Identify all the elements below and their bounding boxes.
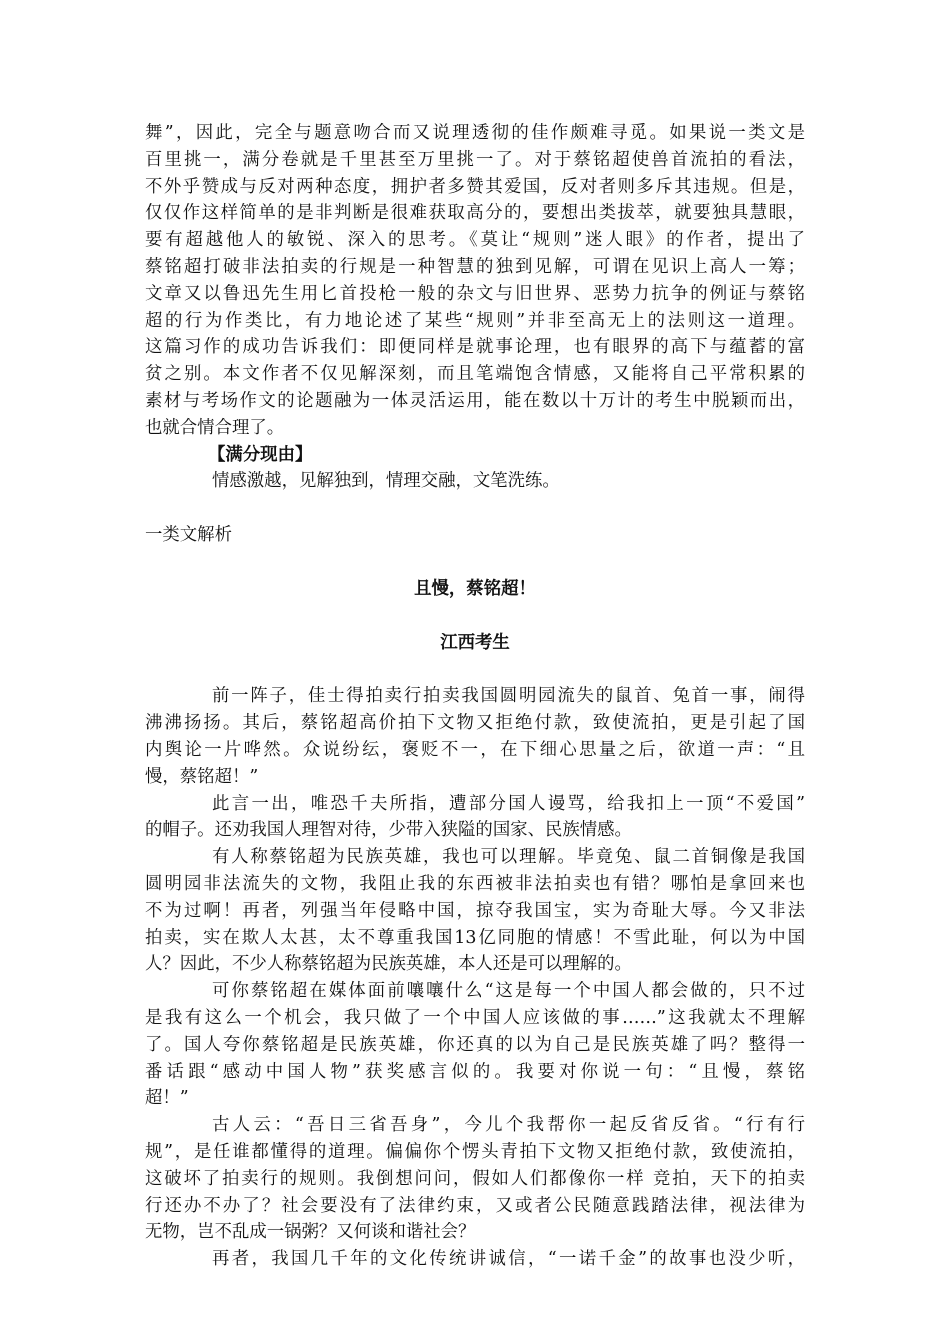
essay-line: 再者，我国几千年的文化传统讲诚信，“一诺千金”的故事也没少听， <box>212 1249 805 1269</box>
essay-line: 超！” <box>145 1088 189 1108</box>
essay-line: 内舆论一片哗然。众说纷纭，褒贬不一，在下细心思量之后，欲道一声：“且 <box>145 740 805 760</box>
essay-line: 古人云：“吾日三省吾身”，今儿个我帮你一起反省反省。“行有行 <box>212 1115 805 1135</box>
commentary-line: 素材与考场作文的论题融为一体灵活运用，能在数以十万计的考生中脱颖而出， <box>145 391 805 411</box>
essay-line: 可你蔡铭超在媒体面前嚷嚷什么“这是每一个中国人都会做的，只不过 <box>212 981 805 1001</box>
commentary-line: 仅仅作这样简单的是非判断是很难获取高分的，要想出类拔萃，就要独具慧眼， <box>145 203 805 223</box>
essay-line: 是我有这么一个机会，我只做了一个中国人应该做的事……”这我就太不理解 <box>145 1008 805 1028</box>
commentary-line: 百里挑一，满分卷就是千里甚至万里挑一了。对于蔡铭超使兽首流拍的看法， <box>145 150 805 170</box>
commentary-line: 这篇习作的成功告诉我们：即便同样是就事论理，也有眼界的高下与蕴蓄的富 <box>145 337 805 357</box>
commentary-line: 贫之别。本文作者不仅见解深刻，而且笔端饱含情感，又能将自己平常积累的 <box>145 364 805 384</box>
section-label: 一类文解析 <box>145 525 232 545</box>
essay-author: 江西考生 <box>440 633 510 653</box>
essay-title: 且慢，蔡铭超！ <box>414 579 536 599</box>
essay-line: 无物，岂不乱成一锅粥？又何谈和谐社会？ <box>145 1222 476 1242</box>
commentary-line: 不外乎赞成与反对两种态度，拥护者多赞其爱国，反对者则多斥其违规。但是， <box>145 177 805 197</box>
essay-line: 番话跟“感动中国人物”获奖感言似的。我要对你说一句：“且慢，蔡铭 <box>145 1062 805 1082</box>
commentary-line: 蔡铭超打破非法拍卖的行规是一种智慧的独到见解，可谓在见识上高人一筹； <box>145 257 805 277</box>
essay-line: 人？因此，不少人称蔡铭超为民族英雄，本人还是可以理解的。 <box>145 954 632 974</box>
essay-line: 有人称蔡铭超为民族英雄，我也可以理解。毕竟兔、鼠二首铜像是我国 <box>212 847 805 867</box>
essay-line: 沸沸扬扬。其后，蔡铭超高价拍下文物又拒绝付款，致使流拍，更是引起了国 <box>145 713 805 733</box>
essay-line: 慢，蔡铭超！” <box>145 767 259 787</box>
commentary-line: 要有超越他人的敏锐、深入的思考。《莫让“规则”迷人眼》的作者，提出了 <box>145 230 805 250</box>
essay-line: 此言一出，唯恐千夫所指，遭部分国人谩骂，给我扣上一顶“不爱国” <box>212 794 805 814</box>
essay-line: 拍卖，实在欺人太甚，太不尊重我国13亿同胞的情感！不雪此耻，何以为中国 <box>145 928 805 948</box>
essay-line: 圆明园非法流失的文物，我阻止我的东西被非法拍卖也有错？哪怕是拿回来也 <box>145 874 805 894</box>
commentary-line: 也就合情合理了。 <box>145 418 285 438</box>
essay-line: 不为过啊！再者，列强当年侵略中国，掠夺我国宝，实为奇耻大辱。今又非法 <box>145 901 805 921</box>
essay-line: 规”，是任谁都懂得的道理。偏偏你个愣头青拍下文物又拒绝付款，致使流拍， <box>145 1142 805 1162</box>
commentary-line: 文章又以鲁迅先生用匕首投枪一般的杂文与旧世界、恶势力抗争的例证与蔡铭 <box>145 284 805 304</box>
commentary-line: 舞”，因此，完全与题意吻合而又说理透彻的佳作颇难寻觅。如果说一类文是 <box>145 123 805 143</box>
essay-line: 这破坏了拍卖行的规则。我倒想问问，假如人们都像你一样 竞拍，天下的拍卖 <box>145 1169 805 1189</box>
essay-line: 的帽子。还劝我国人理智对待，少带入狭隘的国家、民族情感。 <box>145 820 632 840</box>
reason-text: 情感激越，见解独到，情理交融，文笔洗练。 <box>212 471 560 491</box>
essay-line: 行还办不办了？社会要没有了法律约束，又或者公民随意践踏法律，视法律为 <box>145 1196 805 1216</box>
essay-line: 了。国人夸你蔡铭超是民族英雄，你还真的以为自己是民族英雄了吗？整得一 <box>145 1035 805 1055</box>
reason-heading: 【满分现由】 <box>208 445 313 465</box>
essay-line: 前一阵子，佳士得拍卖行拍卖我国圆明园流失的鼠首、兔首一事，闹得 <box>212 686 805 706</box>
commentary-line: 超的行为作类比，有力地论述了某些“规则”并非至高无上的法则这一道理。 <box>145 311 805 331</box>
